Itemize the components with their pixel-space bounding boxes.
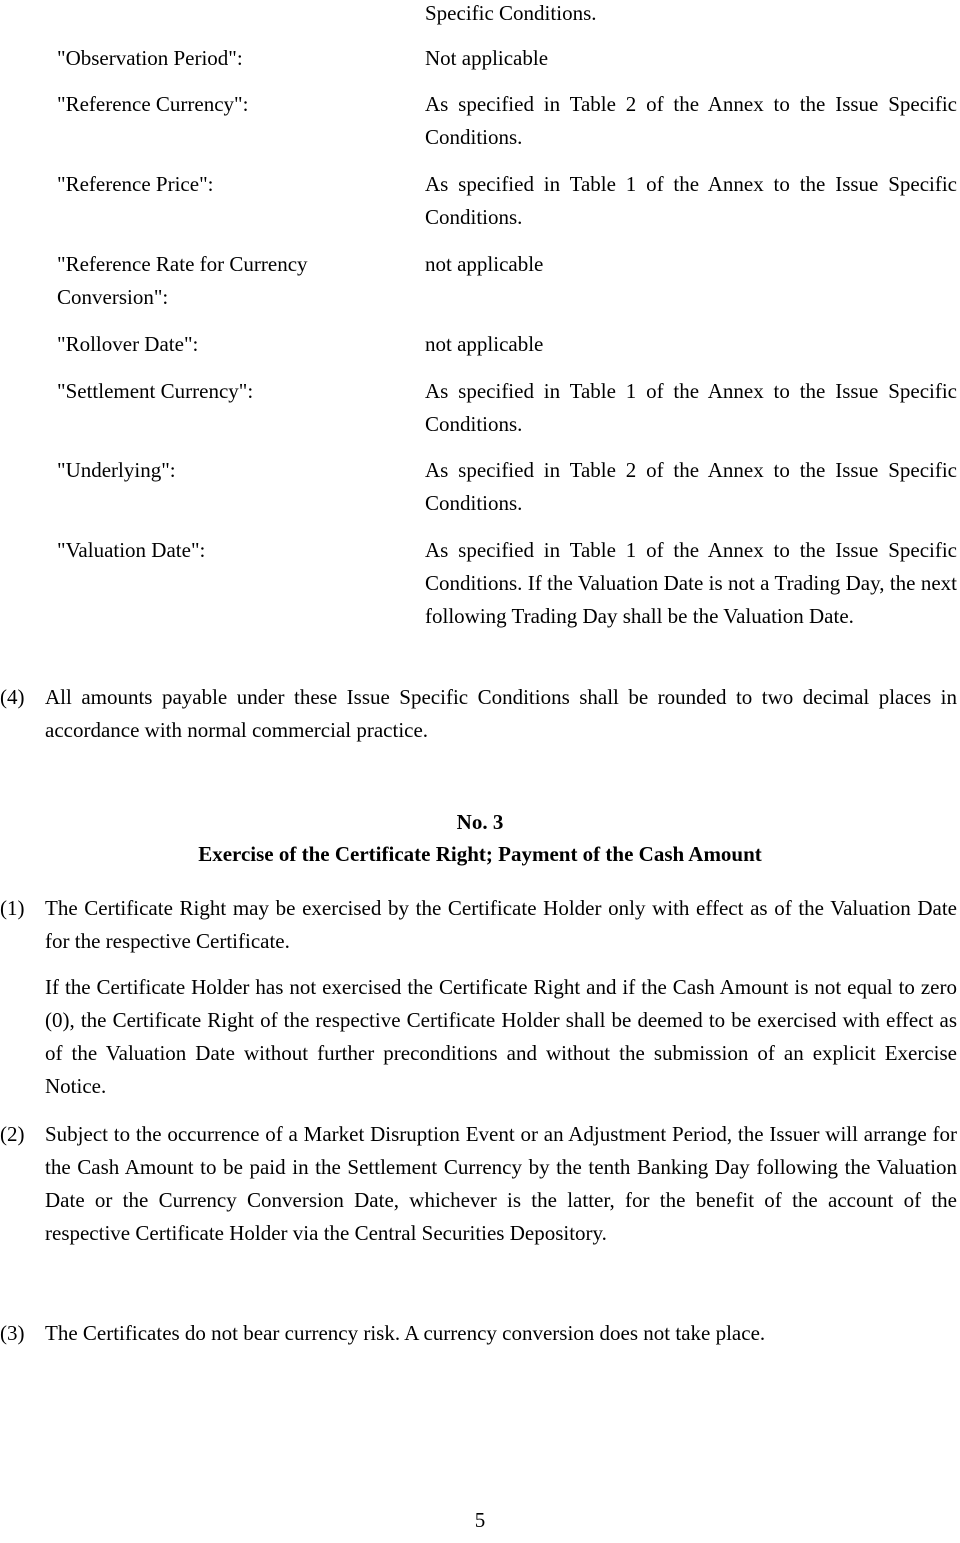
clause-text: The Certificates do not bear currency risk. A currency conversion does not take place.: [45, 1321, 766, 1345]
definition-term: "Reference Rate for Currency Conversion":: [57, 252, 308, 309]
clause-text: Subject to the occurrence of a Market Disruption Event or an Adjustment Period, the Issuer will arrange for the Cash Amount to be paid in the Settlement Currency by the tenth Banking Day following the Valuation Date or the Currency Conversion Date, whichever is the latter, for the benefit of the account of the respective Certificate Holder via the Central Securities Depository.: [45, 1122, 957, 1245]
definition-value: As specified in Table 1 of the Annex to the Issue Specific Conditions.: [425, 379, 957, 436]
paragraph-text: All amounts payable under these Issue Specific Conditions shall be rounded to two decimal places in accordance with normal commercial practice.: [45, 685, 957, 742]
definition-value: As specified in Table 1 of the Annex to the Issue Specific Conditions.: [425, 172, 957, 229]
definition-term: "Rollover Date":: [57, 332, 199, 356]
definition-value: not applicable: [425, 332, 544, 356]
definition-value: As specified in Table 2 of the Annex to the Issue Specific Conditions.: [425, 458, 957, 515]
clause-number: (2): [0, 1122, 25, 1146]
definition-value: not applicable: [425, 252, 544, 276]
definition-value: Not applicable: [425, 46, 549, 70]
section-title: Exercise of the Certificate Right; Payment of the Cash Amount: [198, 842, 762, 866]
definition-value: As specified in Table 1 of the Annex to the Issue Specific Conditions. If the Valuation Date is not a Trading Day, the next following Trading Day shall be the Valuation Date.: [425, 538, 957, 628]
page-number: 5: [474, 1508, 486, 1532]
definition-term: "Settlement Currency":: [57, 379, 254, 403]
definition-term: "Underlying":: [57, 458, 176, 482]
definition-value: As specified in Table 2 of the Annex to the Issue Specific Conditions.: [425, 92, 957, 149]
definition-term: "Observation Period":: [57, 46, 243, 70]
clause-number: (3): [0, 1321, 25, 1345]
section-number: No. 3: [456, 810, 504, 834]
clause-1-continuation: If the Certificate Holder has not exercised the Certificate Right and if the Cash Amount is not equal to zero (0), the Certificate Right of the respective Certificate Holder shall be deemed to be exercised with effect as of the Valuation Date without further preconditions and without the submission of an explicit Exercise Notice.: [45, 975, 957, 1098]
definition-term: "Valuation Date":: [57, 538, 206, 562]
clause-number: (1): [0, 896, 25, 920]
definition-term: "Reference Currency":: [57, 92, 249, 116]
paragraph-number: (4): [0, 685, 25, 709]
clause-text: The Certificate Right may be exercised by the Certificate Holder only with effect as of the Valuation Date for the respective Certificate.: [45, 896, 957, 953]
continuation-text: Specific Conditions.: [425, 1, 597, 25]
definition-term: "Reference Price":: [57, 172, 214, 196]
